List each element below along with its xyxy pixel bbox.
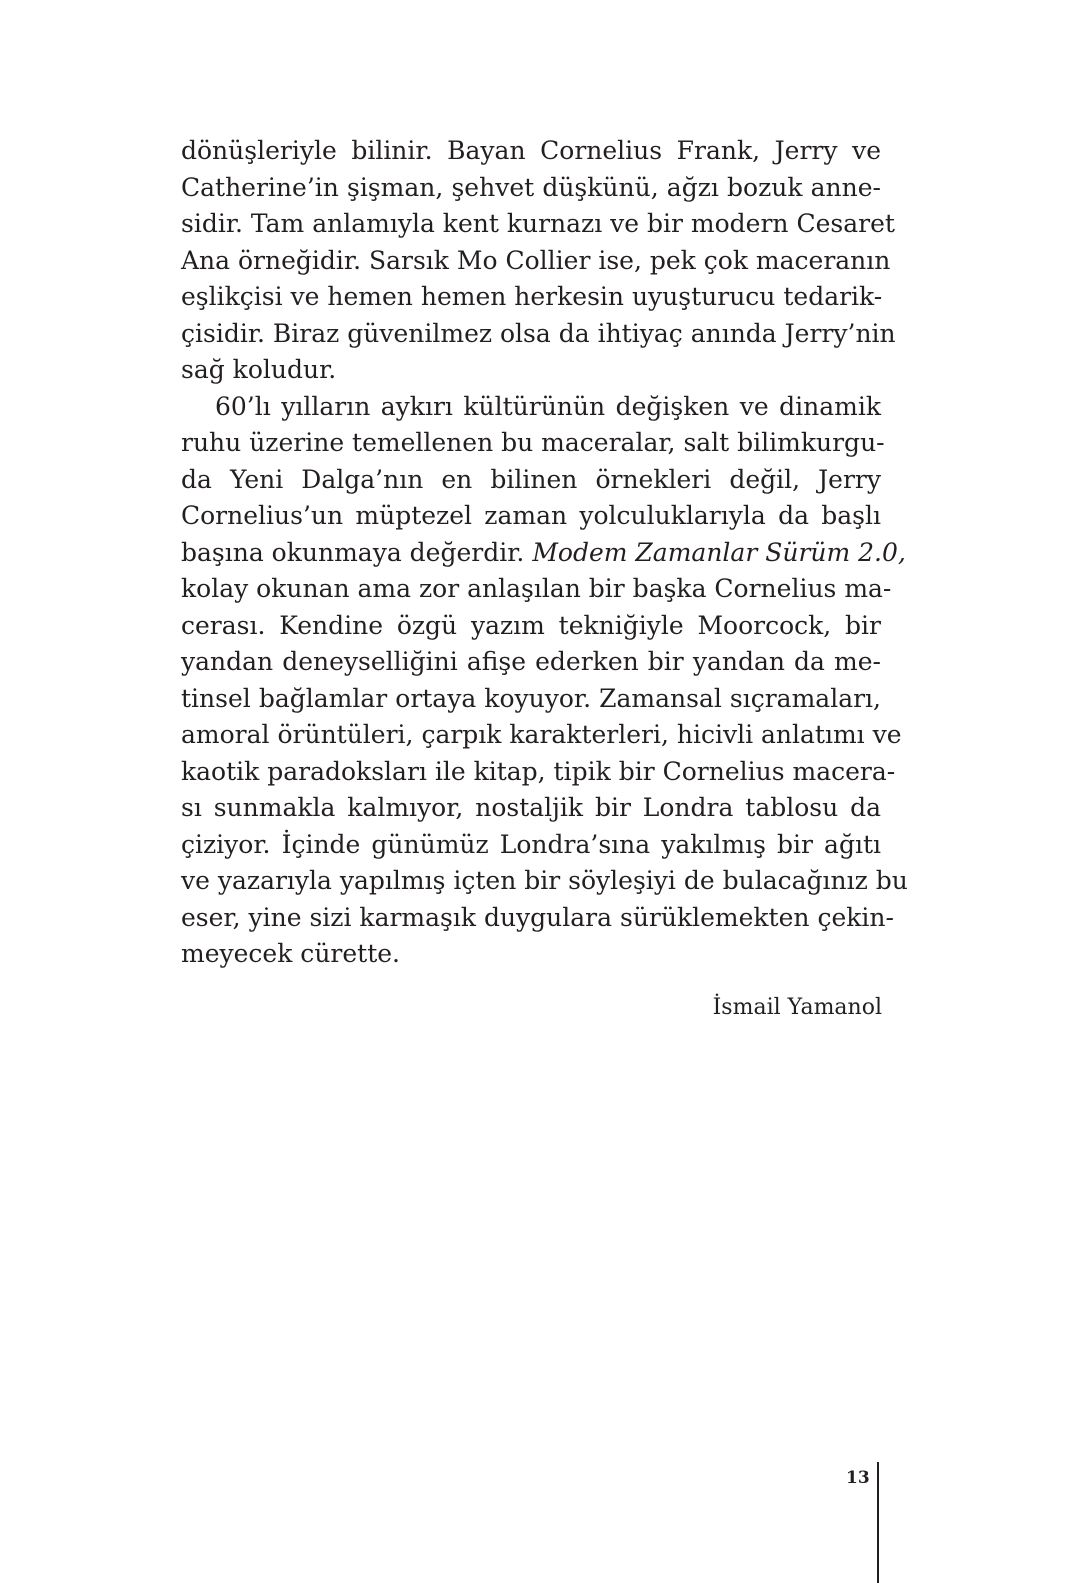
text-line-mixed [181,535,906,572]
margin-rule [877,1462,879,1583]
text-line: ve yazarıyla yapılmış içten bir söyleşiyi de bulacağınız bu [181,866,908,895]
text-line: eşlikçisi ve hemen hemen herkesin uyuşturucu tedarik- [181,282,883,311]
text-line: Catherine’in şişman, şehvet düşkünü, ağzı bozuk anne- [181,172,881,202]
text-segment: başına okunmaya değerdir. [181,537,525,567]
text-line: amoral örüntüleri, çarpık karakterleri, hicivli anlatımı ve [181,720,902,749]
body-text [181,133,908,973]
author-signature: İsmail Yamanol [712,995,882,1020]
text-line: Cornelius’un müptezel zaman yolculuklarıyla da başlı [181,501,881,530]
text-line: tinsel bağlamlar ortaya koyuyor. Zamansal sıçramaları, [181,683,881,713]
text-line: cerası. Kendine özgü yazım tekniğiyle Moorcock, bir [181,610,881,640]
text-line: eser, yine sizi karmaşık duygulara sürüklemekten çekin- [181,902,894,932]
text-line: ruhu üzerine temellenen bu maceralar, salt bilimkurgu- [181,428,885,457]
text-line: sı sunmakla kalmıyor, nostaljik bir Londra tablosu da [181,793,881,822]
book-title-italic: Modem Zamanlar Sürüm 2.0, [532,537,906,567]
page-number: 13 [846,1468,870,1488]
text-line: meyecek cürette. [181,939,400,968]
text-line: yandan deneyselliğini afişe ederken bir yandan da me- [181,647,881,676]
text-line: dönüşleriyle bilinir. Bayan Cornelius Frank, Jerry ve [181,136,881,165]
text-line: kolay okunan ama zor anlaşılan bir başka Cornelius ma- [181,574,892,603]
text-line: sidir. Tam anlamıyla kent kurnazı ve bir modern Cesaret [181,209,895,238]
text-line: çiziyor. İçinde günümüz Londra’sına yakılmış bir ağıtı [181,829,881,859]
text-line: çisidir. Biraz güvenilmez olsa da ihtiyaç anında Jerry’nin [181,318,896,348]
text-line: Ana örneğidir. Sarsık Mo Collier ise, pek çok maceranın [181,245,891,275]
text-line: sağ koludur. [181,355,337,384]
text-line: kaotik paradoksları ile kitap, tipik bir Cornelius macera- [181,756,896,786]
text-line: 60’lı yılların aykırı kültürünün değişken ve dinamik [215,391,881,421]
text-line: da Yeni Dalga’nın en bilinen örnekleri değil, Jerry [181,464,881,494]
